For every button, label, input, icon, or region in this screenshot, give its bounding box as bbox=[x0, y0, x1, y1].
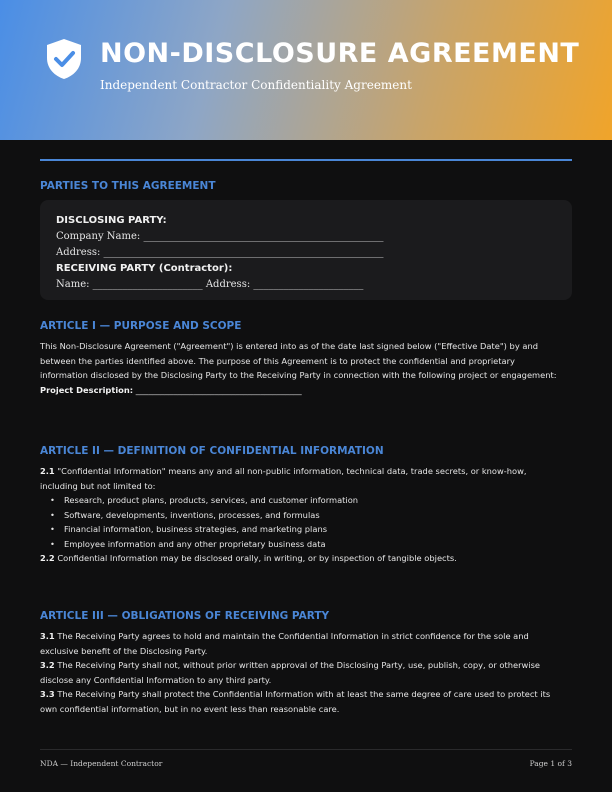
document-title: NON-DISCLOSURE AGREEMENT bbox=[100, 38, 580, 69]
clause-text: "Confidential Information" means any and all non-public information, technical data, trade secrets, or know-how, bbox=[54, 466, 527, 476]
clause-number: 3.1 bbox=[40, 631, 55, 641]
project-description-line bbox=[40, 383, 572, 398]
header-banner bbox=[0, 0, 612, 140]
section-divider bbox=[40, 159, 572, 161]
list-item: • Software, developments, inventions, processes, and formulas bbox=[40, 508, 572, 523]
article-3-body bbox=[40, 629, 572, 716]
contractor-name-address-field: Name: ______________________ Address: ______________________ bbox=[56, 279, 364, 290]
clause-number: 3.2 bbox=[40, 660, 55, 670]
project-description-blank: ________________________________________ bbox=[133, 384, 302, 395]
text-line: own confidential information, but in no event less than reasonable care. bbox=[40, 703, 340, 714]
clause-number: 2.2 bbox=[40, 553, 55, 563]
footer-document-name: NDA — Independent Contractor bbox=[40, 759, 163, 768]
text-line bbox=[40, 687, 572, 702]
text-line bbox=[40, 629, 572, 644]
clause-2-2 bbox=[40, 551, 572, 566]
parties-heading: PARTIES TO THIS AGREEMENT bbox=[40, 180, 216, 192]
footer-page-number: Page 1 of 3 bbox=[529, 759, 572, 768]
text-line bbox=[40, 551, 572, 566]
receiving-party-label: RECEIVING PARTY (Contractor): bbox=[56, 263, 233, 274]
text-line: disclose any Confidential Information to any third party. bbox=[40, 674, 272, 685]
clause-2-1 bbox=[40, 464, 572, 493]
address-field: Address: ________________________________________________________ bbox=[56, 247, 384, 258]
shield-check-icon bbox=[44, 37, 84, 81]
company-name-field: Company Name: ________________________________________________ bbox=[56, 231, 384, 242]
footer-divider bbox=[40, 749, 572, 750]
article-1-heading: ARTICLE I — PURPOSE AND SCOPE bbox=[40, 320, 242, 332]
clause-text: The Receiving Party shall not, without prior written approval of the Disclosing Party, use, publish, copy, or otherwise bbox=[54, 660, 541, 670]
text-line bbox=[40, 658, 572, 673]
confidential-info-list bbox=[40, 493, 572, 551]
list-item: • Employee information and any other proprietary business data bbox=[40, 537, 572, 552]
article-2-heading: ARTICLE II — DEFINITION OF CONFIDENTIAL INFORMATION bbox=[40, 445, 384, 457]
list-item: • Research, product plans, products, services, and customer information bbox=[40, 493, 572, 508]
list-item: • Financial information, business strategies, and marketing plans bbox=[40, 522, 572, 537]
article-3-heading: ARTICLE III — OBLIGATIONS OF RECEIVING PARTY bbox=[40, 610, 330, 622]
clause-number: 2.1 bbox=[40, 466, 55, 476]
project-description-label: Project Description: bbox=[40, 384, 134, 395]
clause-text: The Receiving Party shall protect the Confidential Information with at least the same degree of care used to protect its bbox=[54, 689, 551, 699]
clause-text: The Receiving Party agrees to hold and maintain the Confidential Information in strict confidence for the sole and bbox=[54, 631, 529, 641]
clause-number: 3.3 bbox=[40, 689, 55, 699]
article-1-body bbox=[40, 339, 572, 397]
text-line: exclusive benefit of the Disclosing Party. bbox=[40, 645, 208, 656]
text-line: between the parties identified above. The purpose of this Agreement is to protect the confidential and proprietary bbox=[40, 355, 515, 366]
text-line bbox=[40, 464, 572, 479]
text-line: including but not limited to: bbox=[40, 480, 156, 491]
document-subtitle: Independent Contractor Confidentiality Agreement bbox=[100, 78, 412, 92]
clause-text: Confidential Information may be disclosed orally, in writing, or by inspection of tangible objects. bbox=[54, 553, 457, 563]
text-line: This Non-Disclosure Agreement ("Agreement") is entered into as of the date last signed below ("Effective Date") by and bbox=[40, 341, 538, 351]
disclosing-party-label: DISCLOSING PARTY: bbox=[56, 215, 167, 226]
text-line: information disclosed by the Disclosing Party to the Receiving Party in connection with the following project or engagement: bbox=[40, 370, 557, 380]
